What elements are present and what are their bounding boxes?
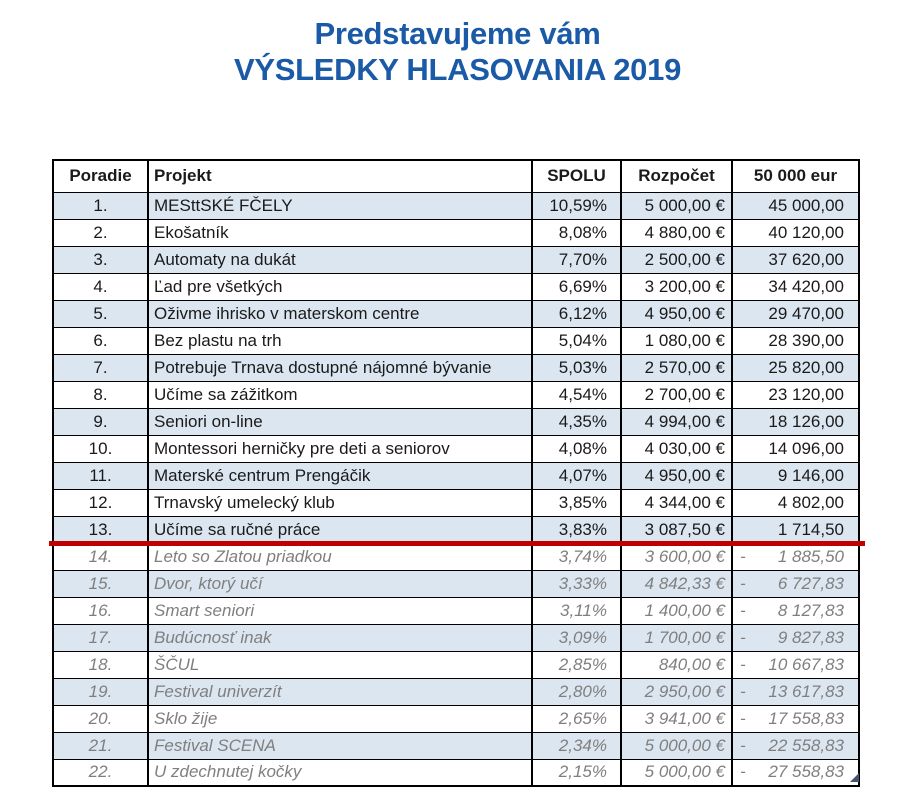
cell-rank: 1.: [53, 192, 148, 219]
cell-project: Leto so Zlatou priadkou: [148, 543, 532, 570]
cell-project: Potrebuje Trnava dostupné nájomné bývanie: [148, 354, 532, 381]
cell-remaining: [732, 354, 859, 381]
remaining-value: 9 146,00: [777, 465, 844, 485]
cell-spolu: 7,70%: [532, 246, 621, 273]
cell-remaining: [732, 300, 859, 327]
cell-spolu: 3,74%: [532, 543, 621, 570]
header-projekt: Projekt: [148, 160, 532, 192]
table-row: [53, 408, 859, 435]
table-row: [53, 624, 859, 651]
cell-project: Ľad pre všetkých: [148, 273, 532, 300]
remaining-value: 23 120,00: [768, 384, 844, 404]
cell-rozpocet: 3 087,50 €: [621, 516, 732, 543]
cell-rank: 8.: [53, 381, 148, 408]
table-body: [53, 192, 859, 786]
minus-sign: -: [740, 708, 746, 728]
cell-spolu: 4,54%: [532, 381, 621, 408]
remaining-value: 14 096,00: [768, 438, 844, 458]
results-table-wrap: [52, 159, 858, 787]
cell-project: Materské centrum Prengáčik: [148, 462, 532, 489]
table-row: [53, 300, 859, 327]
table-row: [53, 570, 859, 597]
remaining-value: 22 558,83: [768, 735, 844, 755]
cell-spolu: 4,35%: [532, 408, 621, 435]
table-row: [53, 678, 859, 705]
minus-sign: -: [740, 573, 746, 593]
cell-spolu: 6,69%: [532, 273, 621, 300]
table-row: [53, 219, 859, 246]
cell-project: Ekošatník: [148, 219, 532, 246]
cell-rank: 6.: [53, 327, 148, 354]
cell-rozpocet: 1 400,00 €: [621, 597, 732, 624]
cell-rozpocet: 1 700,00 €: [621, 624, 732, 651]
cell-rank: 3.: [53, 246, 148, 273]
cell-rozpocet: 4 950,00 €: [621, 300, 732, 327]
cell-remaining: [732, 462, 859, 489]
cell-project: Automaty na dukát: [148, 246, 532, 273]
remaining-value: 9 827,83: [777, 627, 844, 647]
page-title-line2: VÝSLEDKY HLASOVANIA 2019: [233, 52, 682, 87]
cell-rozpocet: 3 941,00 €: [621, 705, 732, 732]
cell-rank: 12.: [53, 489, 148, 516]
minus-sign: -: [740, 627, 746, 647]
cell-project: MESttSKÉ FČELY: [148, 192, 532, 219]
table-row: [53, 462, 859, 489]
cell-rozpocet: 2 950,00 €: [621, 678, 732, 705]
cell-remaining: [732, 759, 859, 786]
cell-spolu: 3,85%: [532, 489, 621, 516]
cell-rank: 20.: [53, 705, 148, 732]
cell-rank: 15.: [53, 570, 148, 597]
table-row: [53, 273, 859, 300]
table-row: [53, 192, 859, 219]
table-row: [53, 354, 859, 381]
table-row: [53, 381, 859, 408]
cell-rank: 4.: [53, 273, 148, 300]
cell-project: Učíme sa ručné práce: [148, 516, 532, 543]
header-poradie: Poradie: [53, 160, 148, 192]
cell-rank: 2.: [53, 219, 148, 246]
cell-rank: 11.: [53, 462, 148, 489]
cell-rozpocet: 4 344,00 €: [621, 489, 732, 516]
table-row: [53, 327, 859, 354]
remaining-value: 6 727,83: [777, 573, 844, 593]
cell-remaining: [732, 408, 859, 435]
cell-rozpocet: 4 842,33 €: [621, 570, 732, 597]
header-row: [53, 160, 859, 192]
remaining-value: 45 000,00: [768, 195, 844, 215]
cell-project: Oživme ihrisko v materskom centre: [148, 300, 532, 327]
table-row: [53, 759, 859, 786]
cell-rozpocet: 4 880,00 €: [621, 219, 732, 246]
cell-project: Montessori herničky pre deti a seniorov: [148, 435, 532, 462]
cell-spolu: 3,09%: [532, 624, 621, 651]
header-rozpocet: Rozpočet: [621, 160, 732, 192]
table-row: [53, 732, 859, 759]
remaining-value: 25 820,00: [768, 357, 844, 377]
page-title-line1: Predstavujeme vám: [314, 16, 601, 51]
cell-spolu: 2,80%: [532, 678, 621, 705]
cell-remaining: [732, 732, 859, 759]
cell-rank: 18.: [53, 651, 148, 678]
cell-spolu: 5,03%: [532, 354, 621, 381]
cell-rozpocet: 4 950,00 €: [621, 462, 732, 489]
cell-spolu: 3,83%: [532, 516, 621, 543]
cell-project: U zdechnutej kočky: [148, 759, 532, 786]
cell-remaining: [732, 435, 859, 462]
cell-rank: 14.: [53, 543, 148, 570]
fill-handle-icon: [850, 773, 859, 782]
cell-rozpocet: 2 570,00 €: [621, 354, 732, 381]
cell-rozpocet: 4 030,00 €: [621, 435, 732, 462]
cell-rank: 16.: [53, 597, 148, 624]
cell-remaining: [732, 624, 859, 651]
cell-remaining: [732, 705, 859, 732]
cell-rozpocet: 840,00 €: [621, 651, 732, 678]
remaining-value: 13 617,83: [768, 681, 844, 701]
cell-project: Festival univerzít: [148, 678, 532, 705]
table-row: [53, 435, 859, 462]
cell-rank: 10.: [53, 435, 148, 462]
remaining-value: 4 802,00: [777, 492, 844, 512]
cell-rank: 7.: [53, 354, 148, 381]
cell-rozpocet: 1 080,00 €: [621, 327, 732, 354]
table-row: [53, 543, 859, 570]
remaining-value: 34 420,00: [768, 276, 844, 296]
minus-sign: -: [740, 546, 746, 566]
cell-remaining: [732, 219, 859, 246]
cell-project: Budúcnosť inak: [148, 624, 532, 651]
cell-spolu: 4,07%: [532, 462, 621, 489]
minus-sign: -: [740, 654, 746, 674]
cell-project: Dvor, ktorý učí: [148, 570, 532, 597]
table-row: [53, 489, 859, 516]
cell-remaining: [732, 597, 859, 624]
cell-rank: 5.: [53, 300, 148, 327]
minus-sign: -: [740, 762, 746, 782]
cell-project: ŠČUL: [148, 651, 532, 678]
remaining-value: 27 558,83: [768, 762, 844, 782]
cell-remaining: [732, 246, 859, 273]
table-row: [53, 246, 859, 273]
cell-remaining: [732, 489, 859, 516]
results-table: [52, 159, 860, 787]
cell-spolu: 2,34%: [532, 732, 621, 759]
cell-spolu: 3,33%: [532, 570, 621, 597]
cell-remaining: [732, 327, 859, 354]
remaining-value: 37 620,00: [768, 249, 844, 269]
remaining-value: 1 714,50: [777, 519, 844, 539]
cell-spolu: 2,85%: [532, 651, 621, 678]
cell-spolu: 4,08%: [532, 435, 621, 462]
remaining-value: 18 126,00: [768, 411, 844, 431]
cell-rozpocet: 5 000,00 €: [621, 759, 732, 786]
cell-rozpocet: 3 200,00 €: [621, 273, 732, 300]
cell-remaining: [732, 192, 859, 219]
cell-spolu: 2,15%: [532, 759, 621, 786]
cell-rank: 17.: [53, 624, 148, 651]
cell-project: Bez plastu na trh: [148, 327, 532, 354]
remaining-value: 17 558,83: [768, 708, 844, 728]
cell-project: Sklo žije: [148, 705, 532, 732]
table-row: [53, 516, 859, 543]
cell-rank: 19.: [53, 678, 148, 705]
table-row: [53, 705, 859, 732]
cell-rank: 13.: [53, 516, 148, 543]
cell-rozpocet: 5 000,00 €: [621, 192, 732, 219]
cell-project: Trnavský umelecký klub: [148, 489, 532, 516]
cell-spolu: 2,65%: [532, 705, 621, 732]
cell-rozpocet: 2 500,00 €: [621, 246, 732, 273]
cell-rozpocet: 4 994,00 €: [621, 408, 732, 435]
cell-spolu: 6,12%: [532, 300, 621, 327]
remaining-value: 28 390,00: [768, 330, 844, 350]
remaining-value: 1 885,50: [777, 546, 844, 566]
table-row: [53, 597, 859, 624]
header-50000-eur: 50 000 eur: [732, 160, 859, 192]
cell-rank: 9.: [53, 408, 148, 435]
cell-rozpocet: 3 600,00 €: [621, 543, 732, 570]
cell-spolu: 5,04%: [532, 327, 621, 354]
cell-remaining: [732, 543, 859, 570]
cell-project: Seniori on-line: [148, 408, 532, 435]
cell-rozpocet: 5 000,00 €: [621, 732, 732, 759]
cutoff-red-line: [49, 541, 865, 546]
header-spolu: SPOLU: [532, 160, 621, 192]
remaining-value: 10 667,83: [768, 654, 844, 674]
cell-project: Učíme sa zážitkom: [148, 381, 532, 408]
cell-remaining: [732, 570, 859, 597]
cell-project: Smart seniori: [148, 597, 532, 624]
cell-project: Festival SCENA: [148, 732, 532, 759]
page-title: [0, 16, 915, 88]
remaining-value: 40 120,00: [768, 222, 844, 242]
minus-sign: -: [740, 600, 746, 620]
cell-rank: 22.: [53, 759, 148, 786]
table-row: [53, 651, 859, 678]
cell-spolu: 10,59%: [532, 192, 621, 219]
cell-remaining: [732, 678, 859, 705]
minus-sign: -: [740, 735, 746, 755]
cell-spolu: 3,11%: [532, 597, 621, 624]
minus-sign: -: [740, 681, 746, 701]
remaining-value: 8 127,83: [777, 600, 844, 620]
cell-remaining: [732, 381, 859, 408]
cell-spolu: 8,08%: [532, 219, 621, 246]
cell-remaining: [732, 273, 859, 300]
cell-remaining: [732, 651, 859, 678]
remaining-value: 29 470,00: [768, 303, 844, 323]
cell-rozpocet: 2 700,00 €: [621, 381, 732, 408]
cell-remaining: [732, 516, 859, 543]
cell-rank: 21.: [53, 732, 148, 759]
